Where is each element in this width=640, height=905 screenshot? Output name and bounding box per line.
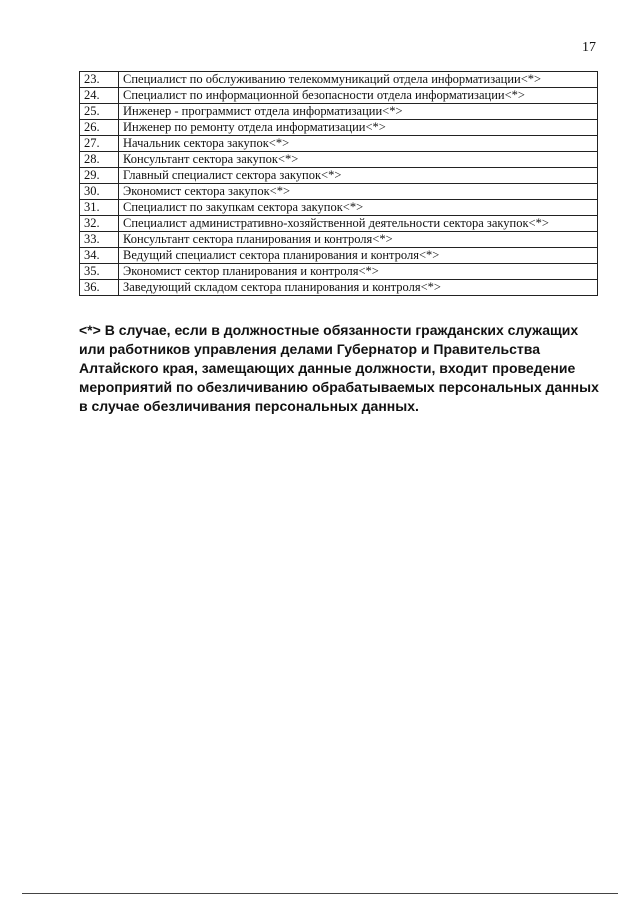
row-number: 31. <box>80 200 119 216</box>
position-title: Специалист административно-хозяйственной деятельности сектора закупок<*> <box>119 216 598 232</box>
position-title: Ведущий специалист сектора планирования и контроля<*> <box>119 248 598 264</box>
footnote: <*> В случае, если в должностные обязанности гражданских служащих или работников управления делами Губернатор и Правительства Алтайского края, замещающих данные должности, входит проведение мероприятий по обезличиванию обрабатываемых персональных данных в случае обезличивания персональных данных. <box>79 322 599 414</box>
position-title: Инженер по ремонту отдела информатизации<*> <box>119 120 598 136</box>
position-title: Экономист сектор планирования и контроля<*> <box>119 264 598 280</box>
position-title: Главный специалист сектора закупок<*> <box>119 168 598 184</box>
positions-table <box>79 71 598 296</box>
row-number: 36. <box>80 280 119 296</box>
position-title: Специалист по закупкам сектора закупок<*> <box>119 200 598 216</box>
page-number: 17 <box>582 40 596 55</box>
table-row <box>80 232 598 248</box>
row-number: 28. <box>80 152 119 168</box>
position-title: Начальник сектора закупок<*> <box>119 136 598 152</box>
position-title: Специалист по обслуживанию телекоммуникаций отдела информатизации<*> <box>119 72 598 88</box>
row-number: 24. <box>80 88 119 104</box>
table-row <box>80 152 598 168</box>
table-row <box>80 136 598 152</box>
table-row <box>80 88 598 104</box>
bottom-divider <box>22 893 618 894</box>
position-title: Консультант сектора закупок<*> <box>119 152 598 168</box>
row-number: 23. <box>80 72 119 88</box>
row-number: 32. <box>80 216 119 232</box>
row-number: 26. <box>80 120 119 136</box>
table-row <box>80 72 598 88</box>
table-row <box>80 104 598 120</box>
position-title: Заведующий складом сектора планирования и контроля<*> <box>119 280 598 296</box>
table-row <box>80 248 598 264</box>
table-row <box>80 168 598 184</box>
table-row <box>80 280 598 296</box>
position-title: Экономист сектора закупок<*> <box>119 184 598 200</box>
table-row <box>80 264 598 280</box>
table-row <box>80 200 598 216</box>
table-row <box>80 216 598 232</box>
row-number: 34. <box>80 248 119 264</box>
row-number: 27. <box>80 136 119 152</box>
row-number: 33. <box>80 232 119 248</box>
row-number: 29. <box>80 168 119 184</box>
row-number: 25. <box>80 104 119 120</box>
table-row <box>80 184 598 200</box>
position-title: Инженер - программист отдела информатизации<*> <box>119 104 598 120</box>
table-row <box>80 120 598 136</box>
position-title: Консультант сектора планирования и контроля<*> <box>119 232 598 248</box>
row-number: 35. <box>80 264 119 280</box>
position-title: Специалист по информационной безопасности отдела информатизации<*> <box>119 88 598 104</box>
row-number: 30. <box>80 184 119 200</box>
